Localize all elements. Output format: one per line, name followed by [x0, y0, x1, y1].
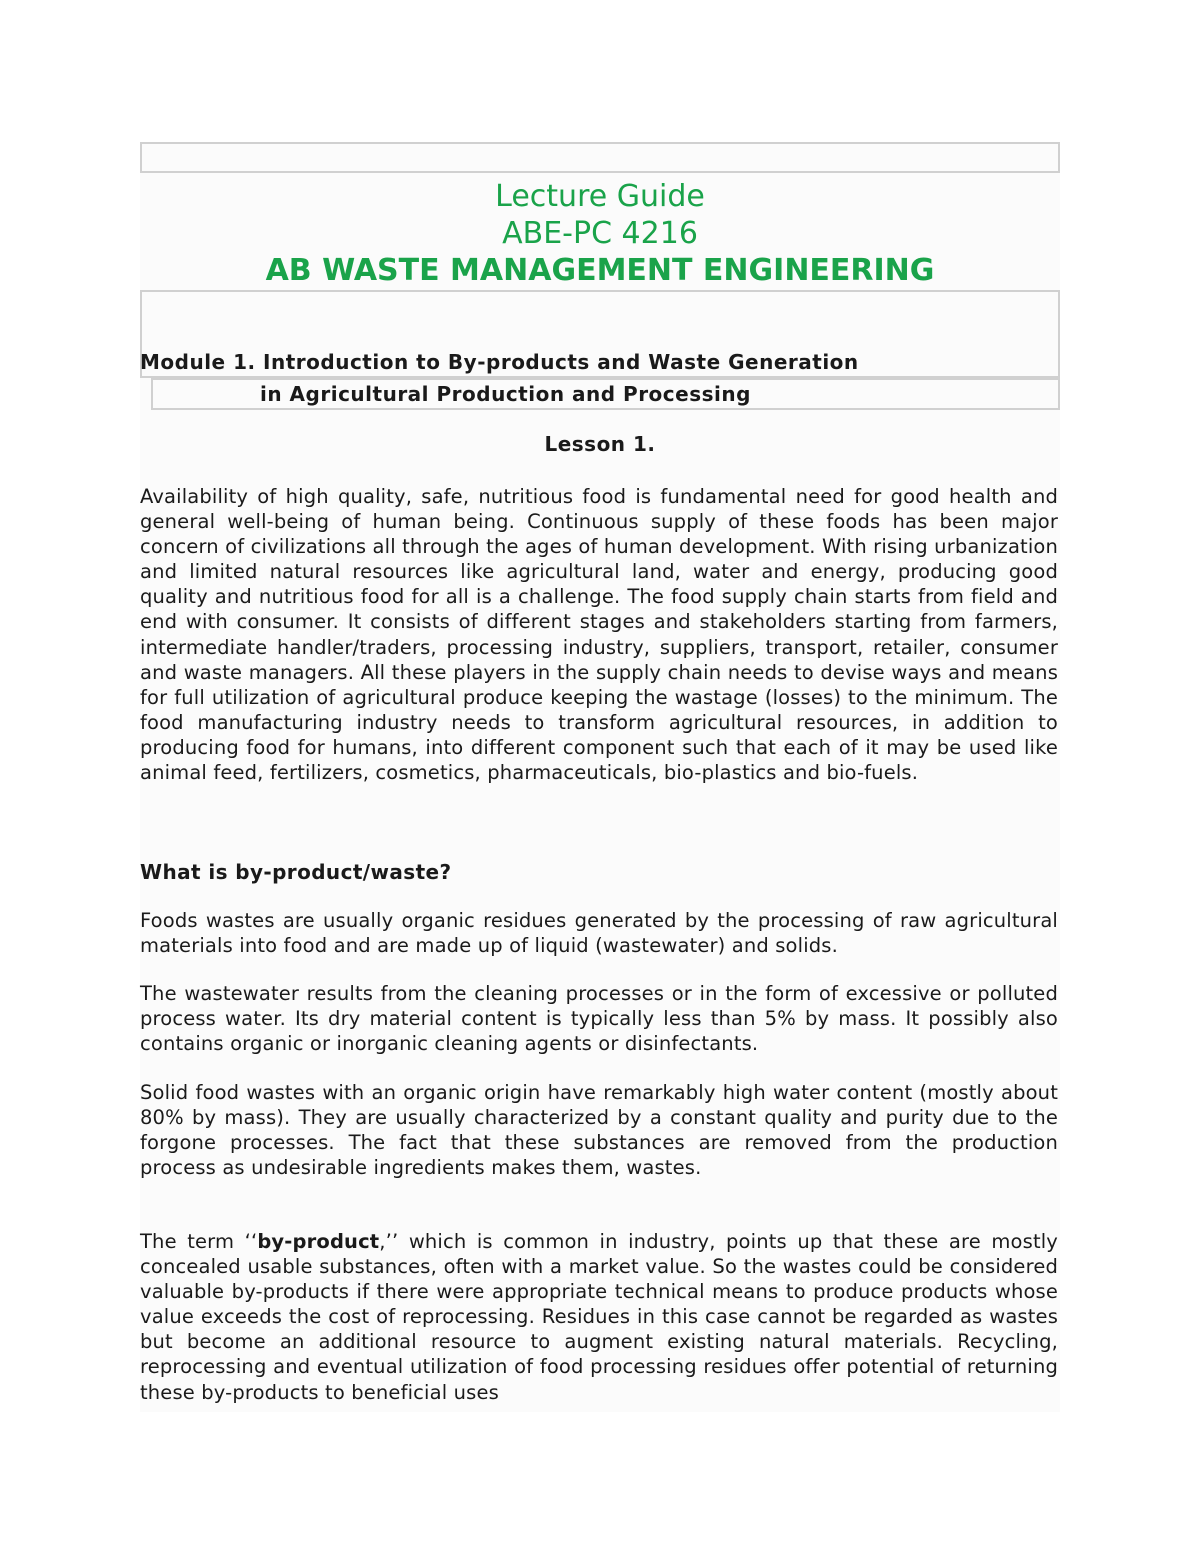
- section-heading-byproduct: What is by-product/waste?: [140, 860, 452, 884]
- paragraph-solid-wastes: Solid food wastes with an organic origin have remarkably high water content (mostly about 80% by mass). They are usually characterized by a constant quality and purity due to the forgone processes. The fact that these substances are removed from the production process as undesirable ingredients makes them, wastes.: [140, 1081, 1058, 1180]
- module-subheading: in Agricultural Production and Processing: [260, 382, 751, 406]
- title-lecture-guide: Lecture Guide: [495, 179, 705, 214]
- term-prefix: The term ‘‘: [140, 1230, 258, 1253]
- paragraph-food-wastes: Foods wastes are usually organic residues generated by the processing of raw agricultural materials into food and are made up of liquid (wastewater) and solids.: [140, 909, 1058, 958]
- document-title: [140, 178, 1060, 289]
- module-heading: Module 1. Introduction to By-products and Waste Generation: [140, 350, 859, 374]
- paragraph-intro: Availability of high quality, safe, nutritious food is fundamental need for good health and general well-being of human being. Continuous supply of these foods has been major concern of civilizations all through the ages of human development. With rising urbanization and limited natural resources like agricultural land, water and energy, producing good quality and nutritious food for all is a challenge. The food supply chain starts from field and end with consumer. It consists of different stages and stakeholders starting from farmers, intermediate handler/traders, processing industry, suppliers, transport, retailer, consumer and waste managers. All these players in the supply chain needs to devise ways and means for full utilization of agricultural produce keeping the wastage (losses) to the minimum. The food manufacturing industry needs to transform agricultural resources, in addition to producing food for humans, into different component such that each of it may be used like animal feed, fertilizers, cosmetics, pharmaceuticals, bio-plastics and bio-fuels.: [140, 485, 1058, 785]
- lesson-heading: Lesson 1.: [544, 432, 656, 456]
- header-frame-top: [140, 142, 1060, 173]
- term-byproduct: by-product: [257, 1230, 380, 1253]
- title-course-name: AB WASTE MANAGEMENT ENGINEERING: [265, 253, 935, 288]
- paragraph-wastewater: The wastewater results from the cleaning processes or in the form of excessive or polluted process water. Its dry material content is typically less than 5% by mass. It possibly also contains organic or inorganic cleaning agents or disinfectants.: [140, 982, 1058, 1056]
- title-course-code: ABE-PC 4216: [502, 216, 698, 251]
- term-suffix: ,’’ which is common in industry, points up that these are mostly concealed usable substances, often with a market value. So the wastes could be considered valuable by-products if there were appropriate technical means to produce products whose value exceeds the cost of reprocessing. Residues in this case cannot be regarded as wastes but become an additional resource to augment existing natural materials. Recycling, reprocessing and eventual utilization of food processing residues offer potential of returning these by-products to beneficial uses: [140, 1230, 1058, 1404]
- paragraph-byproduct-term: [140, 1229, 1058, 1405]
